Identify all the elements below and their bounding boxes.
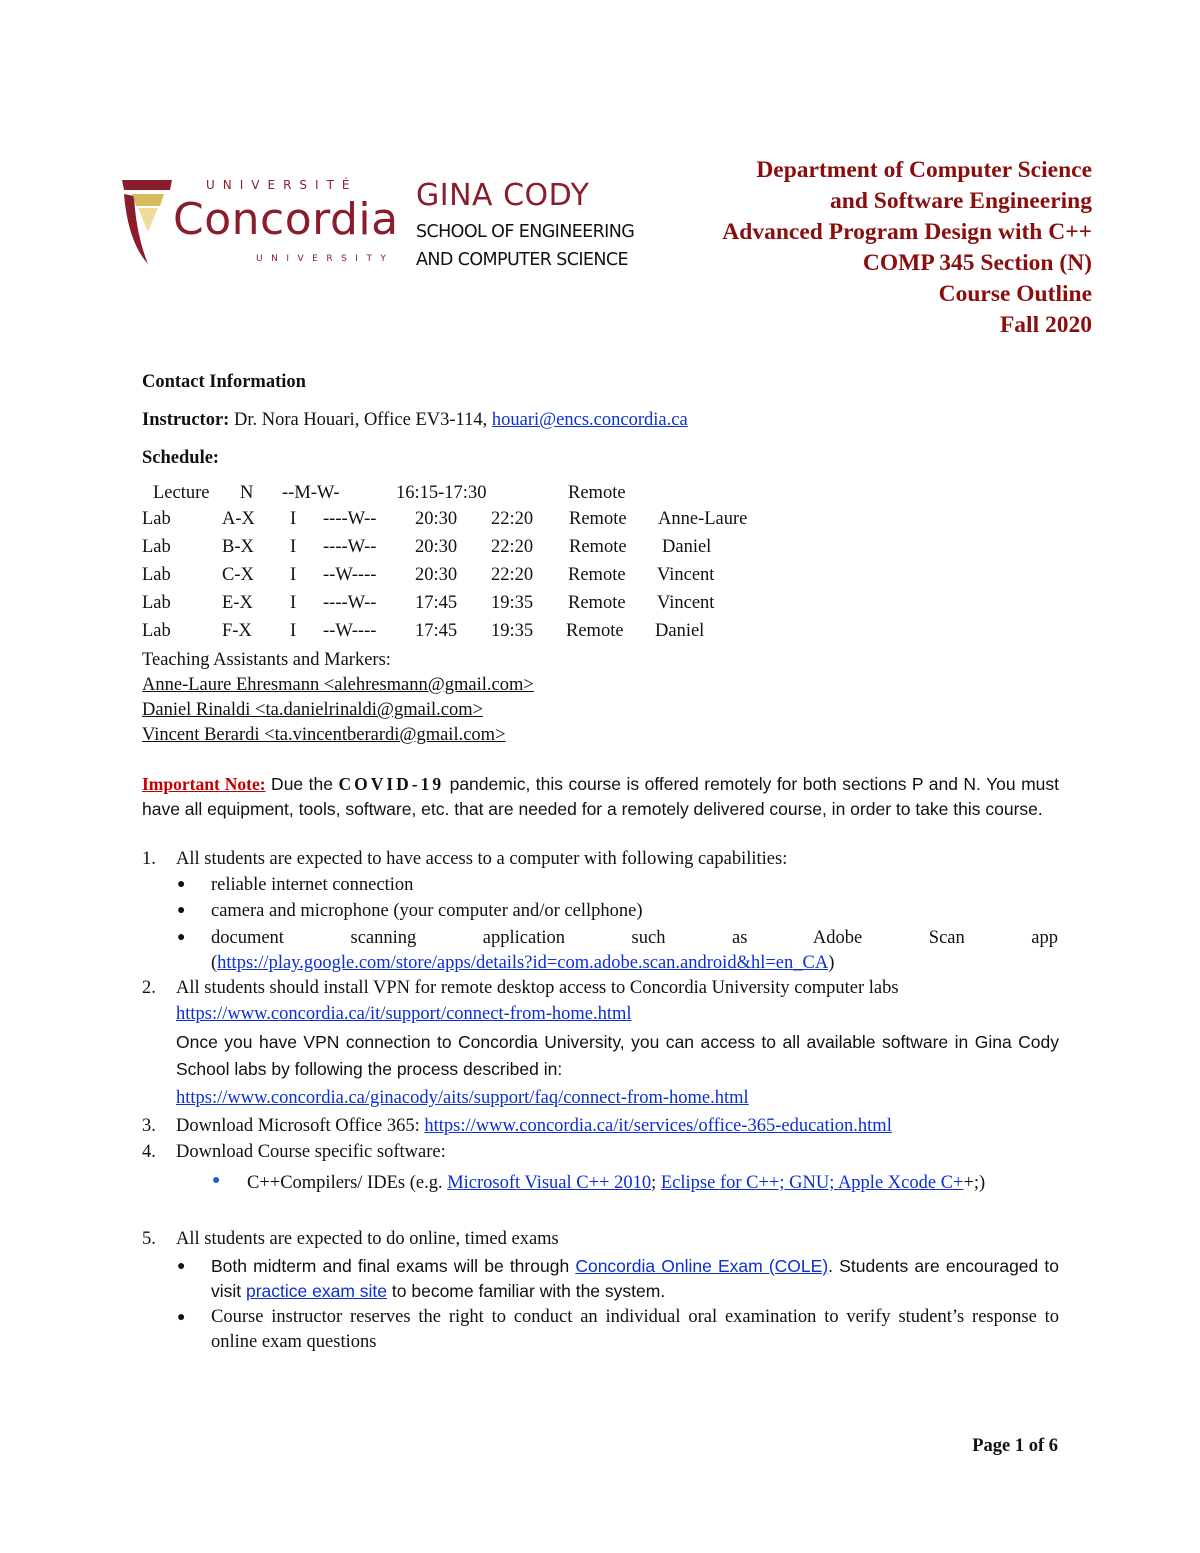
concordia-shield-icon: [118, 172, 176, 272]
exam-text-mid: . Students are encouraged to visit: [211, 1256, 1060, 1301]
item-number: 3.: [142, 1116, 156, 1136]
lab-days: ----W--: [323, 537, 377, 557]
item-number: 4.: [142, 1142, 156, 1162]
instructor-label: Instructor:: [142, 410, 230, 430]
lab-mode: Remote: [568, 593, 626, 613]
compilers-tail: +;): [963, 1173, 986, 1193]
lab-mode: Remote: [569, 509, 627, 529]
lab-end: 19:35: [491, 621, 534, 641]
item-2-details: Once you have VPN connection to Concordia University, you can access to all available software in Gina Cody School labs by following the process described in:: [176, 1032, 1059, 1079]
lab-type: Lab: [142, 565, 171, 585]
paren-close: ): [828, 953, 835, 973]
bullet-icon: ●: [177, 930, 186, 945]
lab-ta: Daniel: [662, 537, 712, 557]
logo-gina-cody-text: GINA CODY: [416, 178, 590, 213]
lab-days: ----W--: [323, 593, 377, 613]
item-4-text: Download Course specific software:: [176, 1142, 446, 1162]
lab-code: I: [290, 509, 297, 529]
lab-code: I: [290, 621, 297, 641]
header-course-code: COMP 345 Section (N): [862, 250, 1092, 276]
lab-ta: Anne-Laure: [658, 509, 748, 529]
lab-ta: Vincent: [657, 593, 715, 613]
logo-school-line2: AND COMPUTER SCIENCE: [416, 250, 628, 270]
ta-contact[interactable]: Daniel Rinaldi <ta.danielrinaldi@gmail.com>: [142, 700, 484, 720]
lab-start: 20:30: [415, 537, 458, 557]
item-number: 2.: [142, 978, 156, 998]
schedule-heading: Schedule:: [142, 448, 220, 468]
lab-days: --W----: [323, 565, 377, 585]
lab-code: I: [290, 537, 297, 557]
cole-link[interactable]: Concordia Online Exam (COLE): [575, 1256, 829, 1276]
item-1-text: All students are expected to have access to a computer with following capabilities:: [176, 849, 788, 869]
important-note-label: Important Note:: [142, 774, 266, 794]
item-5-bullet-1: [211, 1254, 1059, 1304]
lab-mode: Remote: [568, 565, 626, 585]
note-body: pandemic, this course is offered remotely for both sections P and N. You must have all equipment, tools, software, etc. that are needed for a remotely delivered course, in order to take this course.: [142, 774, 1059, 819]
ta-contact[interactable]: Vincent Berardi <ta.vincentberardi@gmail.com>: [142, 725, 506, 745]
lab-days: --W----: [323, 621, 377, 641]
adobe-scan-link[interactable]: https://play.google.com/store/apps/details?id=com.adobe.scan.android&hl=en_CA: [217, 953, 829, 973]
item-4-bullet-1: [247, 1170, 1059, 1196]
schedule-lecture-row: [0, 482, 1200, 504]
item-3-text: Download Microsoft Office 365:: [176, 1116, 425, 1136]
lab-section: F-X: [222, 621, 252, 641]
schedule-lab-row: [0, 536, 1200, 558]
lab-mode: Remote: [569, 537, 627, 557]
logo-concordia-text: Concordia: [173, 194, 399, 245]
lab-end: 22:20: [491, 509, 534, 529]
schedule-lab-row: [0, 592, 1200, 614]
schedule-lab-row: [0, 508, 1200, 530]
lab-start: 17:45: [415, 593, 458, 613]
item-1-bullet-3-link-line: [211, 952, 834, 974]
instructor-info: Dr. Nora Houari, Office EV3-114,: [229, 410, 492, 430]
lab-type: Lab: [142, 509, 171, 529]
lecture-days: --M-W-: [282, 483, 340, 503]
lab-ta: Vincent: [657, 565, 715, 585]
ginacody-connect-link[interactable]: https://www.concordia.ca/ginacody/aits/support/faq/connect-from-home.html: [176, 1088, 749, 1108]
item-number: 1.: [142, 849, 156, 869]
course-header: [722, 155, 1092, 341]
lab-code: I: [290, 593, 297, 613]
ta-contact[interactable]: Anne-Laure Ehresmann <alehresmann@gmail.com>: [142, 675, 534, 695]
lab-section: A-X: [222, 509, 255, 529]
lab-start: 20:30: [415, 509, 458, 529]
item-1-bullet-3: document scanning application such as Adobe Scan app: [211, 928, 1058, 948]
note-pre: Due the: [265, 774, 339, 794]
ta-heading: Teaching Assistants and Markers:: [142, 650, 391, 670]
vpn-link[interactable]: https://www.concordia.ca/it/support/connect-from-home.html: [176, 1004, 632, 1024]
item-5-bullet-2: Course instructor reserves the right to conduct an individual oral examination to verify student’s response to online exam questions: [211, 1307, 1059, 1352]
header-doc-type: Course Outline: [938, 281, 1092, 307]
header-department-2: and Software Engineering: [830, 188, 1092, 214]
lecture-type: Lecture: [153, 483, 210, 503]
lab-type: Lab: [142, 537, 171, 557]
item-1-bullet-2: camera and microphone (your computer and/or cellphone): [211, 901, 643, 921]
bullet-icon: ●: [177, 1259, 186, 1274]
instructor-email-link[interactable]: houari@encs.concordia.ca: [491, 410, 688, 430]
lab-start: 17:45: [415, 621, 458, 641]
covid-text: COVID-19: [338, 774, 445, 794]
office365-link[interactable]: https://www.concordia.ca/it/services/office-365-education.html: [424, 1116, 892, 1136]
lab-section: B-X: [222, 537, 254, 557]
lab-section: C-X: [222, 565, 254, 585]
separator: ;: [651, 1173, 661, 1193]
lab-days: ----W--: [323, 509, 377, 529]
logo-universite-text: UNIVERSITÉ: [206, 178, 358, 192]
schedule-lab-row: [0, 620, 1200, 642]
schedule-lab-row: [0, 564, 1200, 586]
important-note: [142, 772, 1059, 822]
lecture-section: N: [240, 483, 254, 503]
practice-exam-link[interactable]: practice exam site: [246, 1281, 388, 1301]
contact-heading: Contact Information: [142, 372, 306, 392]
lab-ta: Daniel: [655, 621, 705, 641]
item-1-bullet-1: reliable internet connection: [211, 875, 414, 895]
instructor-line: [142, 409, 688, 431]
exam-text-tail: to become familiar with the system.: [387, 1281, 666, 1301]
lab-type: Lab: [142, 621, 171, 641]
lab-start: 20:30: [415, 565, 458, 585]
logo-school-line1: SCHOOL OF ENGINEERING: [416, 222, 635, 242]
compilers-text: C++Compilers/ IDEs (e.g.: [247, 1173, 448, 1193]
bullet-icon: ●: [177, 877, 186, 892]
page-number: Page 1 of 6: [972, 1436, 1058, 1456]
lab-mode: Remote: [566, 621, 624, 641]
bullet-icon: ●: [212, 1173, 221, 1188]
header-term: Fall 2020: [999, 312, 1092, 338]
lab-end: 22:20: [491, 537, 534, 557]
lab-section: E-X: [222, 593, 253, 613]
item-5-text: All students are expected to do online, timed exams: [176, 1229, 559, 1249]
exam-text: Both midterm and final exams will be through: [211, 1256, 576, 1276]
lab-end: 19:35: [491, 593, 534, 613]
logo-university-text: UNIVERSITY: [256, 254, 395, 264]
header-course-title: Advanced Program Design with C++: [722, 219, 1092, 245]
item-number: 5.: [142, 1229, 156, 1249]
lecture-time: 16:15-17:30: [396, 483, 487, 503]
item-3-line: [176, 1115, 892, 1137]
ide-links[interactable]: Eclipse for C++; GNU; Apple Xcode C+: [660, 1173, 964, 1193]
bullet-icon: ●: [177, 1310, 186, 1325]
lab-end: 22:20: [491, 565, 534, 585]
item-2-text: All students should install VPN for remote desktop access to Concordia University computer labs: [176, 978, 899, 998]
msvc-link[interactable]: Microsoft Visual C++ 2010: [447, 1173, 652, 1193]
header-department: Department of Computer Science: [756, 157, 1092, 183]
lecture-mode: Remote: [568, 483, 626, 503]
bullet-icon: ●: [177, 903, 186, 918]
lab-code: I: [290, 565, 297, 585]
paren-open: (: [211, 953, 218, 973]
lab-type: Lab: [142, 593, 171, 613]
